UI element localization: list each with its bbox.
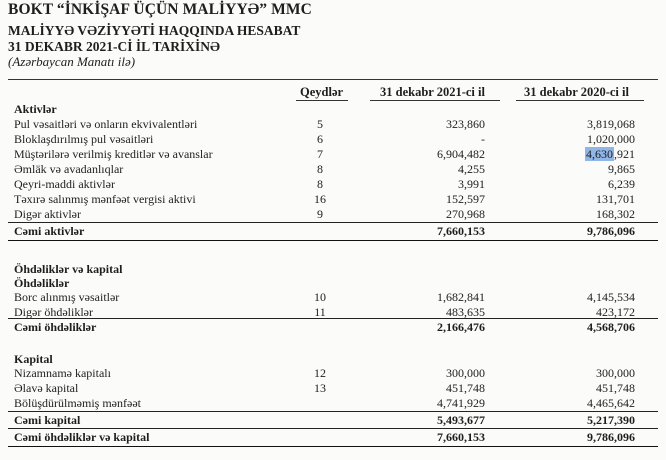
- total-row: [0, 430, 666, 444]
- section-heading: [0, 352, 666, 366]
- row-value-2020: [585, 147, 635, 161]
- section-heading: [0, 262, 666, 276]
- section-heading: [0, 102, 666, 116]
- row-note: 6: [317, 132, 323, 146]
- year-2020-header-underline: [516, 100, 644, 101]
- year-2020-column-header: 31 dekabr 2020-ci il: [524, 85, 629, 99]
- total-equity-label: Cəmi kapital: [14, 413, 81, 427]
- row-note: 12: [314, 366, 326, 380]
- table-row: [0, 290, 666, 304]
- table-row: [0, 305, 666, 319]
- subtotal-rule: [8, 411, 658, 412]
- row-value-2020: 168,302: [596, 207, 635, 221]
- year-2021-column-header: 31 dekabr 2021-ci il: [380, 85, 485, 99]
- total-row: [0, 413, 666, 427]
- subtotal-rule: [8, 222, 658, 223]
- notes-header-underline: [296, 100, 348, 101]
- row-value-2021: 1,682,841: [437, 290, 485, 304]
- total-liab-equity-2021: 7,660,153: [437, 430, 485, 444]
- row-value-2021: 6,904,482: [437, 147, 485, 161]
- row-value-2020: 9,865: [608, 162, 635, 176]
- row-label: Digər aktivlər: [14, 207, 81, 221]
- header-divider: [8, 79, 658, 80]
- row-value-2020: 6,239: [608, 177, 635, 191]
- row-note: 10: [314, 290, 326, 304]
- currency-note: (Azərbaycan Manatı ilə): [8, 54, 136, 69]
- total-liab-equity-2020: 9,786,096: [587, 430, 635, 444]
- row-value-2020: 4,145,534: [587, 290, 635, 304]
- table-row: [0, 381, 666, 395]
- table-row: [0, 192, 666, 206]
- total-row: [0, 224, 666, 238]
- row-label: Qeyri-maddi aktivlər: [14, 177, 115, 191]
- row-note: 7: [317, 147, 323, 161]
- liabilities-heading: Öhdəliklər: [14, 276, 70, 290]
- row-note: 8: [317, 162, 323, 176]
- table-row: [0, 366, 666, 380]
- total-rule: [8, 240, 658, 241]
- row-value-2020: 300,000: [596, 366, 635, 380]
- row-label: Digər öhdəliklər: [14, 305, 93, 319]
- total-assets-2020: 9,786,096: [587, 224, 635, 238]
- row-note: 5: [317, 117, 323, 131]
- row-value-2021: 4,741,929: [437, 396, 485, 410]
- row-value-2020: 131,701: [596, 192, 635, 206]
- bleed-through-text: [400, 24, 640, 52]
- row-label: Borc alınmış vəsaitlər: [14, 290, 120, 304]
- subtotal-rule: [8, 318, 658, 319]
- row-label: Bloklaşdırılmış pul vəsaitləri: [14, 132, 154, 146]
- row-value-2021: 270,968: [446, 207, 485, 221]
- total-equity-2020: 5,217,390: [587, 413, 635, 427]
- assets-heading: Aktivlər: [14, 102, 57, 116]
- total-liabilities-label: Cəmi öhdəliklər: [14, 320, 97, 334]
- total-assets-label: Cəmi aktivlər: [14, 224, 85, 238]
- row-value-2021: 3,991: [458, 177, 485, 191]
- year-2021-header-underline: [370, 100, 500, 101]
- total-liab-equity-label: Cəmi öhdəliklər və kapital: [14, 430, 150, 444]
- row-value-2021: 483,635: [446, 305, 485, 319]
- row-value-2021: 451,748: [446, 381, 485, 395]
- table-row: [0, 132, 666, 146]
- row-label: Əmläk və avadanlıqlar: [14, 162, 124, 176]
- row-label: Pul vəsaitləri və onların ekvivalentləri: [14, 117, 198, 131]
- row-value-2021: 152,597: [446, 192, 485, 206]
- text-selection-highlight[interactable]: 4,630: [586, 147, 613, 161]
- row-value-2021: 323,860: [446, 117, 485, 131]
- section-heading: [0, 276, 666, 290]
- title-block: [8, 2, 312, 69]
- row-label: Nizamnamə kapitalı: [14, 366, 111, 380]
- row-value-2020: 1,020,000: [587, 132, 635, 146]
- value-remainder: ,921: [614, 147, 635, 161]
- total-row: [0, 320, 666, 334]
- total-assets-2021: 7,660,153: [437, 224, 485, 238]
- row-value-2020: 4,465,642: [587, 396, 635, 410]
- row-label: Təxırə salınmış mənfəət vergisi aktivi: [14, 192, 196, 206]
- row-value-2021: -: [481, 132, 485, 146]
- table-row: [0, 396, 666, 410]
- row-note: 8: [317, 177, 323, 191]
- subtotal-rule: [8, 428, 658, 429]
- total-equity-2021: 5,493,677: [437, 413, 485, 427]
- total-rule: [8, 446, 658, 447]
- liabilities-equity-heading: Öhdəliklər və kapital: [14, 262, 123, 276]
- row-value-2020: 3,819,068: [587, 117, 635, 131]
- row-label: Əlavə kapital: [14, 381, 79, 395]
- report-date: 31 DEKABR 2021-Cİ İL TARİXİNƏ: [8, 39, 221, 54]
- row-label: Müştərilərə verilmiş kreditlər və avanslar: [14, 147, 213, 161]
- total-liabilities-2020: 4,568,706: [587, 320, 635, 334]
- table-row: [0, 117, 666, 131]
- row-value-2020: 451,748: [596, 381, 635, 395]
- row-value-2021: 4,255: [458, 162, 485, 176]
- table-row: [0, 207, 666, 221]
- row-note: 11: [314, 305, 326, 319]
- table-row: [0, 177, 666, 191]
- company-name: BOKT “İNKİŞAF ÜÇÜN MALİYYƏ” MMC: [8, 1, 312, 18]
- row-note: 16: [314, 192, 326, 206]
- report-title: MALİYYƏ VƏZİYYƏTİ HAQQINDA HESABAT: [8, 23, 301, 38]
- table-row: [0, 162, 666, 176]
- row-value-2020: 423,172: [596, 305, 635, 319]
- row-value-2021: 300,000: [446, 366, 485, 380]
- equity-heading: Kapital: [14, 352, 53, 366]
- row-note: 13: [314, 381, 326, 395]
- total-liabilities-2021: 2,166,476: [437, 320, 485, 334]
- row-note: 9: [317, 207, 323, 221]
- notes-column-header: Qeydlər: [300, 85, 344, 99]
- row-label: Bölüşdürülməmiş mənfəət: [14, 396, 141, 410]
- table-row: [0, 147, 666, 161]
